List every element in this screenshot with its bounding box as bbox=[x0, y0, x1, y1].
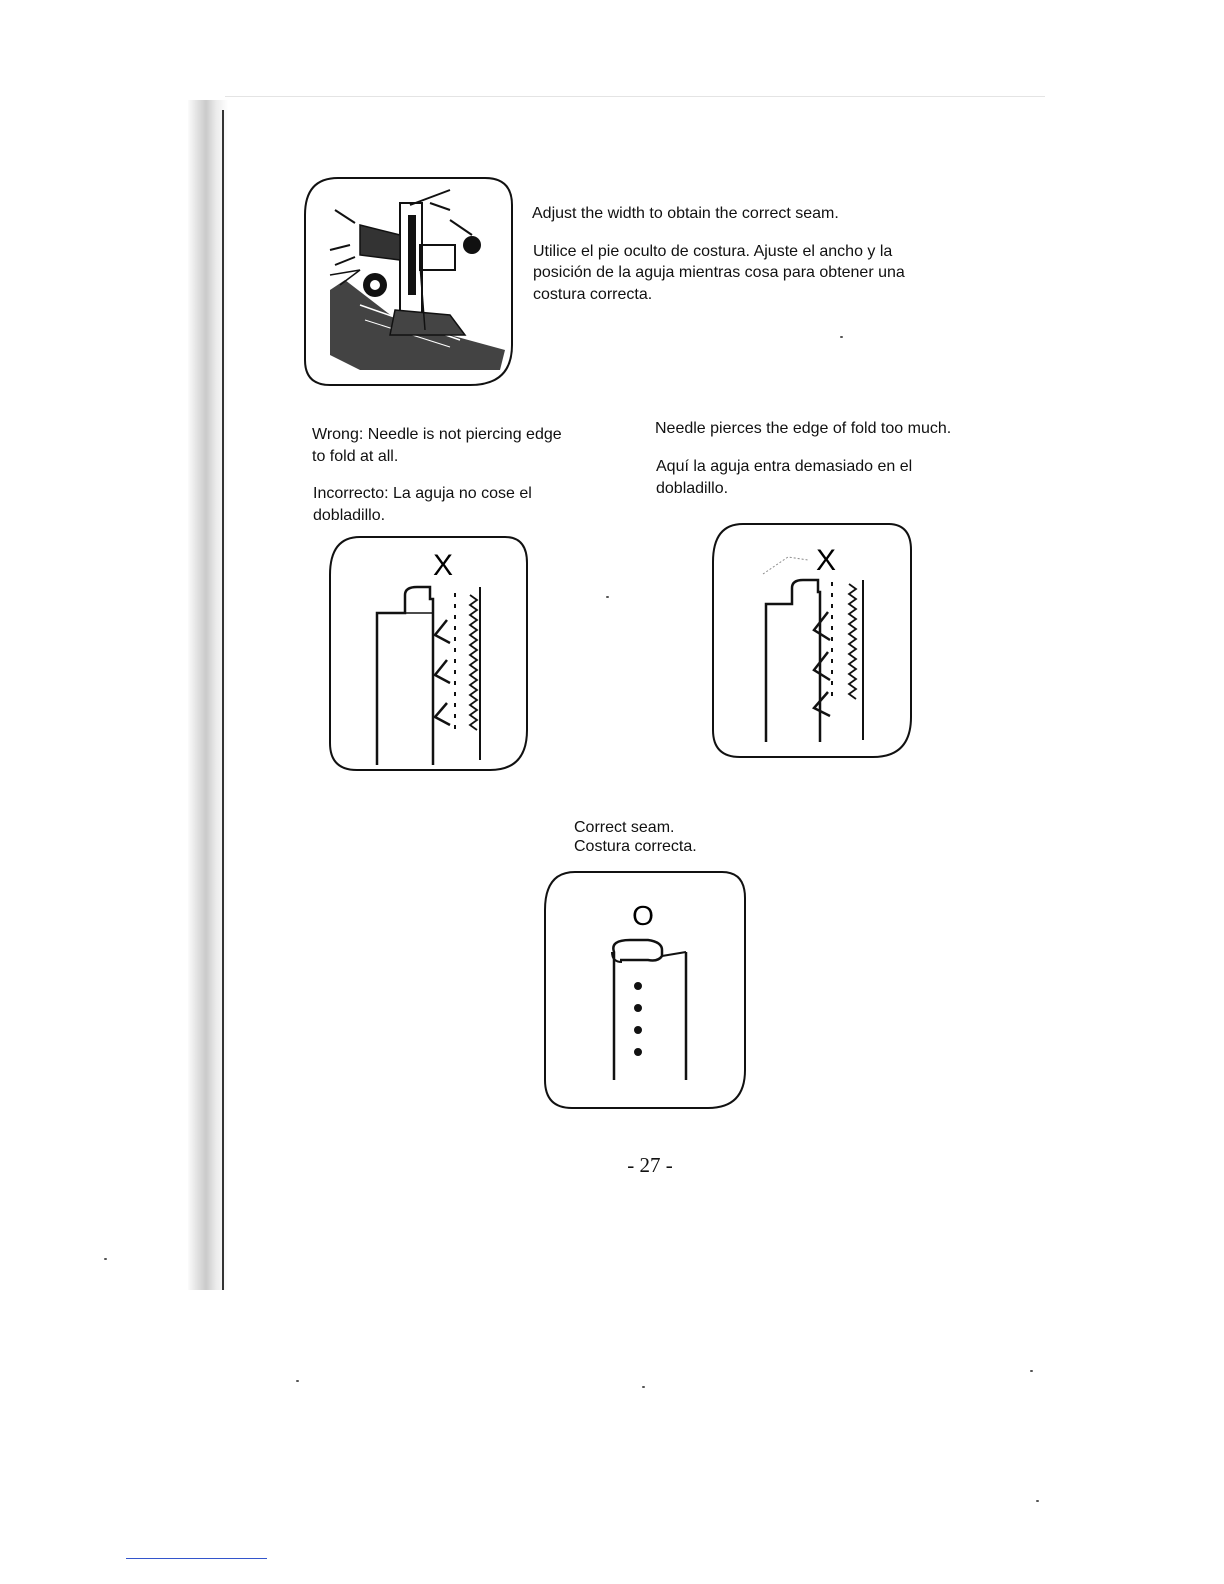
scan-speck bbox=[642, 1386, 645, 1388]
wrong-caption-spanish-line2: dobladillo. bbox=[313, 507, 386, 524]
intro-text-spanish-line2: posición de la aguja mientras cosa para obtener una bbox=[533, 264, 905, 281]
scan-speck bbox=[1036, 1500, 1039, 1502]
scan-noise-line bbox=[225, 96, 1045, 97]
scan-speck bbox=[1030, 1370, 1033, 1372]
too-much-caption-english: Needle pierces the edge of fold too much. bbox=[655, 420, 952, 437]
scan-speck bbox=[606, 596, 609, 598]
scan-speck bbox=[296, 1380, 299, 1382]
wrong-x-mark: X bbox=[432, 549, 454, 582]
wrong-seam-diagram bbox=[325, 535, 530, 773]
bottom-rule-line bbox=[126, 1558, 267, 1559]
presser-foot-illustration bbox=[300, 175, 520, 390]
too-much-caption-spanish-line1: Aquí la aguja entra demasiado en el bbox=[656, 458, 913, 475]
intro-text-english: Adjust the width to obtain the correct seam. bbox=[532, 205, 839, 222]
correct-o-mark: O bbox=[632, 900, 654, 931]
intro-text-spanish-line3: costura correcta. bbox=[533, 286, 653, 303]
scan-speck bbox=[840, 336, 843, 338]
correct-caption-spanish: Costura correcta. bbox=[574, 838, 697, 855]
correct-caption-english: Correct seam. bbox=[574, 819, 675, 836]
wrong-caption-english-line1: Wrong: Needle is not piercing edge bbox=[312, 426, 562, 443]
scan-speck bbox=[104, 1258, 107, 1260]
wrong-caption-english-line2: to fold at all. bbox=[312, 448, 399, 465]
too-much-x-mark: X bbox=[815, 544, 837, 577]
binding-edge-line bbox=[222, 110, 224, 1290]
correct-seam-diagram bbox=[540, 870, 748, 1112]
wrong-caption-spanish-line1: Incorrecto: La aguja no cose el bbox=[313, 485, 532, 502]
too-much-caption-spanish-line2: dobladillo. bbox=[656, 480, 729, 497]
too-much-seam-diagram bbox=[708, 522, 914, 760]
page-number: - 27 - bbox=[627, 1153, 673, 1177]
intro-text-spanish-line1: Utilice el pie oculto de costura. Ajuste el ancho y la bbox=[533, 243, 893, 260]
